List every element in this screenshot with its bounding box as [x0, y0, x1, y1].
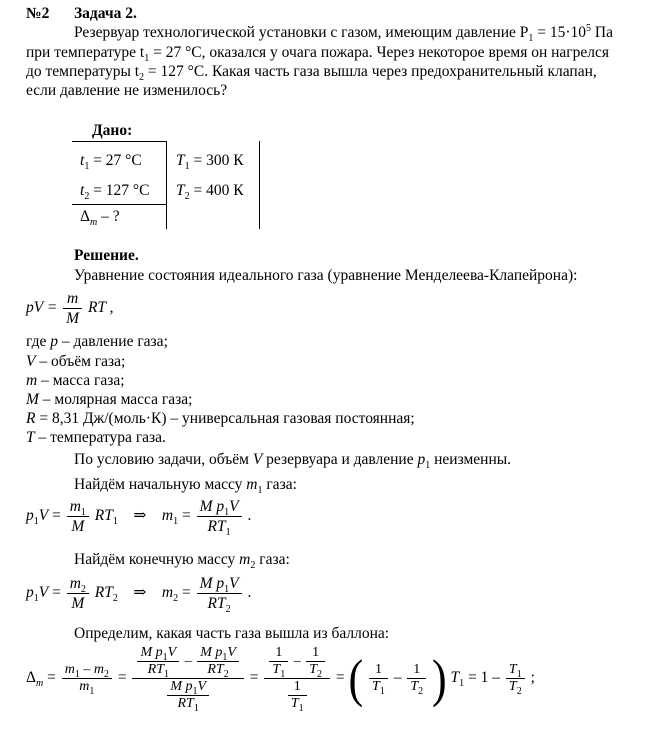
given-divider: [166, 141, 167, 229]
equation-m1: $p_1V$ = $\frac{m_1}{M}$ $RT_1$ ⇒ $m_1$ = $\frac{M p_1V}{RT_1}$ .: [26, 498, 252, 539]
def-mass: m – масса газа;: [26, 372, 125, 389]
problem-line-3: до температуры $t_2 = 127$ °C. Какая часть газа вышла через предохранительный клапан,: [26, 63, 597, 84]
task-title: Задача 2.: [74, 5, 137, 22]
equation-m2: $p_1V$ = $\frac{m_2}{M}$ $RT_2$ ⇒ $m_2$ = $\frac{M p_1V}{RT_2}$ .: [26, 575, 252, 616]
given-rule-bottom: [72, 204, 166, 205]
def-molar-mass: M – молярная масса газа;: [26, 391, 193, 408]
solution-intro: Уравнение состояния идеального газа (уравнение Менделеева-Клапейрона):: [74, 267, 578, 284]
solution-title: Решение.: [74, 247, 139, 264]
problem-line-4: если давление не изменилось?: [26, 82, 228, 99]
find-m1-text: Найдём начальную массу $m_1$ газа:: [74, 476, 297, 497]
given-T2: $T_2 = 400$ К: [176, 182, 244, 203]
condition-text: По условию задачи, объём V резервуара и давление $p_1$ неизменны.: [74, 451, 512, 472]
given-rule-top: [72, 141, 166, 142]
given-t1: $t_1 = 27$ °C: [80, 152, 142, 173]
def-temperature: T – температура газа.: [26, 429, 166, 446]
problem-line-1: Резервуар технологической установки с газом, имеющим давление $P_1 = 15\cdot 10^5$ Па: [74, 22, 613, 45]
given-title: Дано:: [92, 122, 133, 139]
final-equation: $\Delta_m$ = $\frac{m_1 - m_2}{m_1}$ = $\frac{M p_1V}{RT_1}$ – $\frac{M p_1V}{RT_2}$ $\frac{M p_1V}{RT_1}$ = $\frac{1}{T_1}$ – $\frac{1}{T_2}$ $\frac{1}{T_1}$ = ( $\frac{1}{T_1}$ – $\frac{1}{T_2}$ ) $T_1 = 1$ – $\frac{T_1}{T_2}$ ;: [26, 645, 535, 714]
def-volume: V – объём газа;: [26, 353, 126, 370]
def-where: где p – давление газа;: [26, 333, 168, 350]
given-T1: $T_1 = 300$ К: [176, 152, 244, 173]
problem-line-2: при температуре $t_1 = 27$ °C, оказался у очага пожара. Через некоторое время он нагрелся: [26, 44, 610, 65]
problem-number: №2: [26, 5, 50, 22]
part-text: Определим, какая часть газа вышла из баллона:: [74, 625, 390, 642]
find-m2-text: Найдём конечную массу $m_2$ газа:: [74, 551, 290, 572]
ideal-gas-equation: pV = $\frac{m}{M}$ RT ,: [26, 290, 114, 327]
given-right-border: [259, 141, 260, 229]
def-gas-constant: R = 8,31 Дж/(моль·К) – универсальная газовая постоянная;: [26, 410, 415, 427]
given-find: $\Delta_m$ – ?: [80, 208, 120, 229]
given-t2: $t_2 = 127$ °C: [80, 182, 150, 203]
